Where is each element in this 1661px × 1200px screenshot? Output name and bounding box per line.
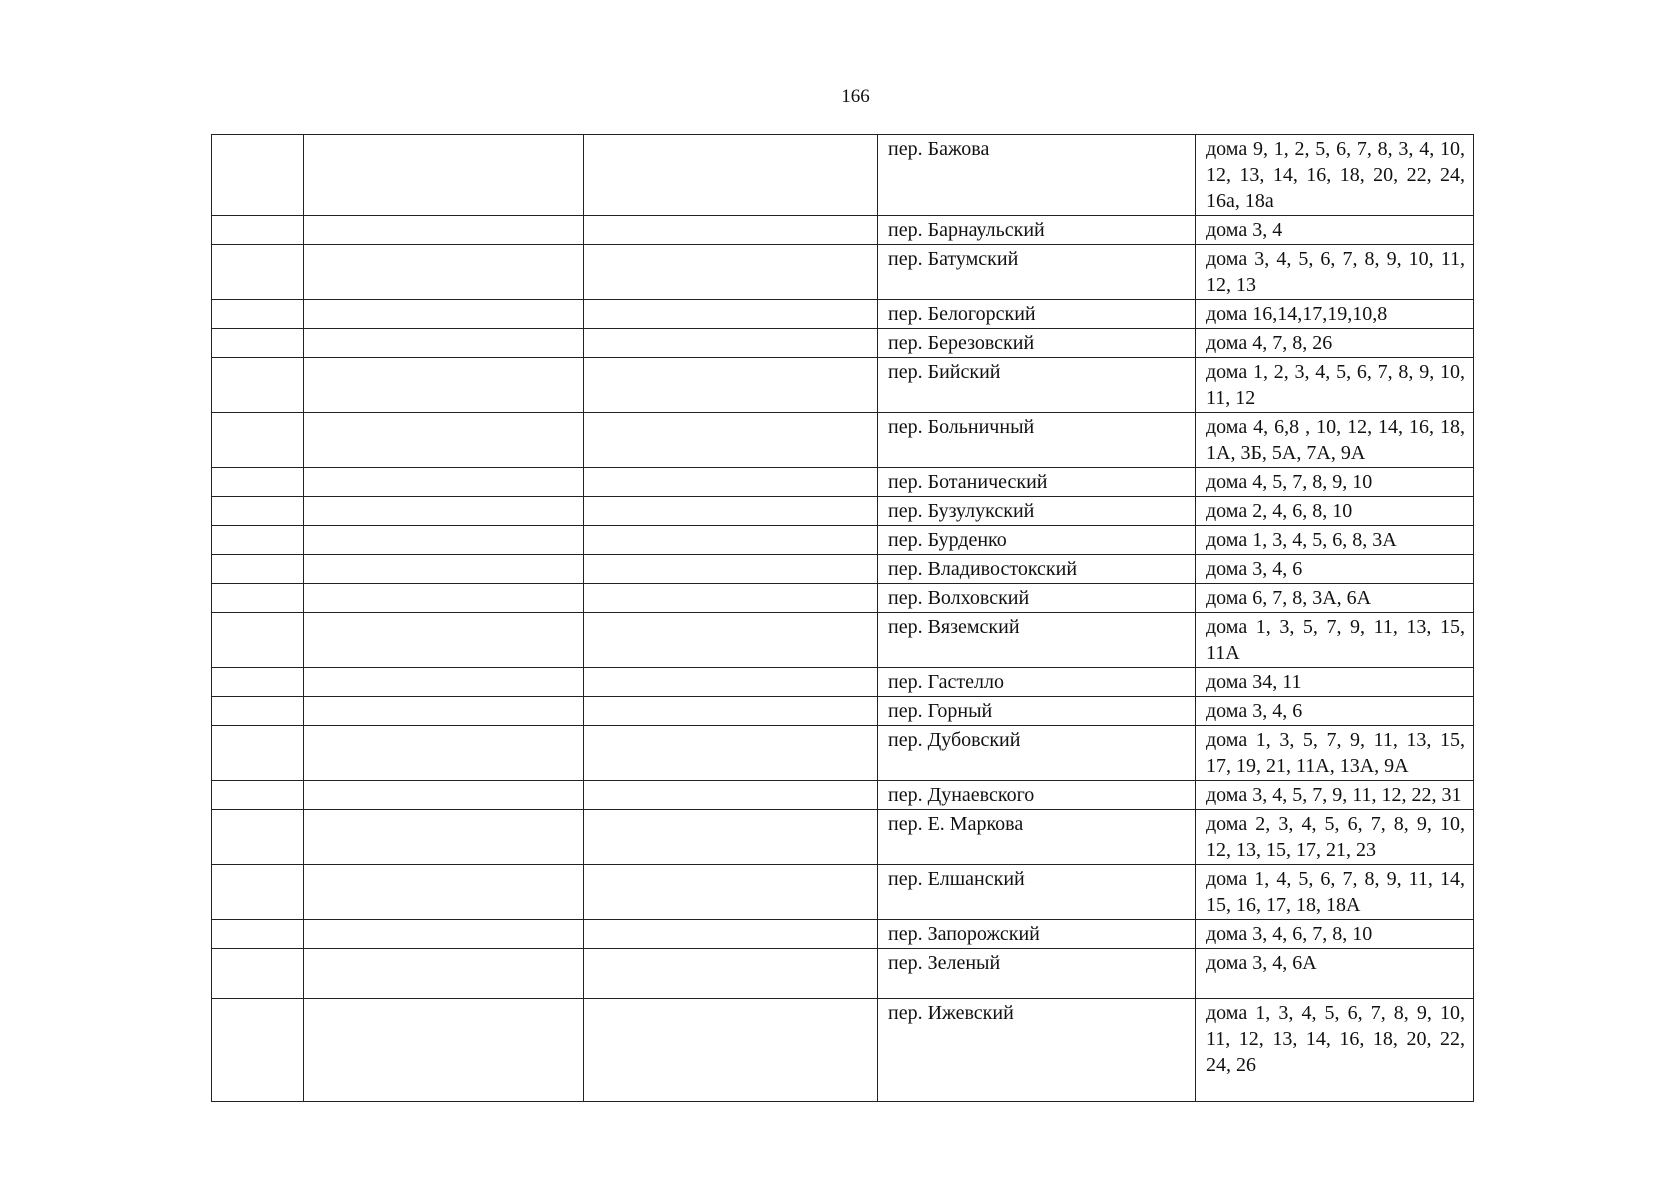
table-row bbox=[212, 526, 1474, 555]
table-row bbox=[212, 413, 1474, 468]
empty-cell bbox=[584, 497, 878, 526]
empty-cell bbox=[584, 781, 878, 810]
street-cell: пер. Батумский bbox=[878, 245, 1196, 300]
empty-cell bbox=[584, 920, 878, 949]
street-cell: пер. Дубовский bbox=[878, 726, 1196, 781]
empty-cell bbox=[304, 726, 584, 781]
houses-cell: дома 9, 1, 2, 5, 6, 7, 8, 3, 4, 10, 12, 13, 14, 16, 18, 20, 22, 24, 16а, 18а bbox=[1196, 135, 1474, 216]
street-cell: пер. Березовский bbox=[878, 329, 1196, 358]
street-cell: пер. Бузулукский bbox=[878, 497, 1196, 526]
street-cell: пер. Владивостокский bbox=[878, 555, 1196, 584]
table-row bbox=[212, 584, 1474, 613]
table-row bbox=[212, 358, 1474, 413]
empty-cell bbox=[584, 999, 878, 1102]
empty-cell bbox=[212, 358, 304, 413]
empty-cell bbox=[304, 413, 584, 468]
empty-cell bbox=[212, 497, 304, 526]
empty-cell bbox=[584, 726, 878, 781]
houses-cell: дома 4, 7, 8, 26 bbox=[1196, 329, 1474, 358]
empty-cell bbox=[584, 526, 878, 555]
table-row bbox=[212, 300, 1474, 329]
empty-cell bbox=[584, 949, 878, 999]
street-cell: пер. Ботанический bbox=[878, 468, 1196, 497]
empty-cell bbox=[304, 697, 584, 726]
houses-cell: дома 3, 4, 5, 7, 9, 11, 12, 22, 31 bbox=[1196, 781, 1474, 810]
houses-cell: дома 3, 4, 6А bbox=[1196, 949, 1474, 999]
empty-cell bbox=[212, 413, 304, 468]
empty-cell bbox=[304, 584, 584, 613]
street-cell: пер. Дунаевского bbox=[878, 781, 1196, 810]
empty-cell bbox=[304, 920, 584, 949]
street-cell: пер. Барнаульский bbox=[878, 216, 1196, 245]
empty-cell bbox=[304, 999, 584, 1102]
empty-cell bbox=[584, 555, 878, 584]
empty-cell bbox=[212, 920, 304, 949]
empty-cell bbox=[212, 949, 304, 999]
empty-cell bbox=[304, 300, 584, 329]
street-cell: пер. Больничный bbox=[878, 413, 1196, 468]
table-row bbox=[212, 468, 1474, 497]
street-cell: пер. Е. Маркова bbox=[878, 810, 1196, 865]
empty-cell bbox=[212, 135, 304, 216]
empty-cell bbox=[584, 358, 878, 413]
table-row bbox=[212, 920, 1474, 949]
empty-cell bbox=[304, 555, 584, 584]
table-row bbox=[212, 329, 1474, 358]
empty-cell bbox=[212, 526, 304, 555]
empty-cell bbox=[304, 329, 584, 358]
street-cell: пер. Елшанский bbox=[878, 865, 1196, 920]
empty-cell bbox=[584, 584, 878, 613]
table-row bbox=[212, 865, 1474, 920]
empty-cell bbox=[304, 216, 584, 245]
empty-cell bbox=[584, 135, 878, 216]
empty-cell bbox=[212, 245, 304, 300]
houses-cell: дома 1, 3, 4, 5, 6, 8, 3А bbox=[1196, 526, 1474, 555]
empty-cell bbox=[584, 216, 878, 245]
houses-cell: дома 2, 4, 6, 8, 10 bbox=[1196, 497, 1474, 526]
houses-cell: дома 16,14,17,19,10,8 bbox=[1196, 300, 1474, 329]
street-cell: пер. Горный bbox=[878, 697, 1196, 726]
street-cell: пер. Запорожский bbox=[878, 920, 1196, 949]
page-number: 166 bbox=[841, 86, 870, 107]
empty-cell bbox=[304, 135, 584, 216]
houses-cell: дома 3, 4, 6, 7, 8, 10 bbox=[1196, 920, 1474, 949]
street-cell: пер. Гастелло bbox=[878, 668, 1196, 697]
table-row bbox=[212, 726, 1474, 781]
empty-cell bbox=[212, 999, 304, 1102]
table-row bbox=[212, 613, 1474, 668]
empty-cell bbox=[212, 810, 304, 865]
empty-cell bbox=[304, 468, 584, 497]
houses-cell: дома 1, 3, 5, 7, 9, 11, 13, 15, 17, 19, 21, 11А, 13А, 9А bbox=[1196, 726, 1474, 781]
table-row bbox=[212, 668, 1474, 697]
empty-cell bbox=[304, 949, 584, 999]
table-row bbox=[212, 555, 1474, 584]
street-cell: пер. Бажова bbox=[878, 135, 1196, 216]
houses-cell: дома 3, 4, 6 bbox=[1196, 555, 1474, 584]
address-table bbox=[211, 134, 1474, 1102]
empty-cell bbox=[304, 613, 584, 668]
table-row bbox=[212, 497, 1474, 526]
table-row bbox=[212, 135, 1474, 216]
street-cell: пер. Ижевский bbox=[878, 999, 1196, 1102]
houses-cell: дома 3, 4, 5, 6, 7, 8, 9, 10, 11, 12, 13 bbox=[1196, 245, 1474, 300]
street-cell: пер. Вяземский bbox=[878, 613, 1196, 668]
empty-cell bbox=[584, 865, 878, 920]
street-cell: пер. Зеленый bbox=[878, 949, 1196, 999]
empty-cell bbox=[584, 300, 878, 329]
empty-cell bbox=[212, 584, 304, 613]
empty-cell bbox=[212, 613, 304, 668]
empty-cell bbox=[304, 668, 584, 697]
houses-cell: дома 2, 3, 4, 5, 6, 7, 8, 9, 10, 12, 13, 15, 17, 21, 23 bbox=[1196, 810, 1474, 865]
empty-cell bbox=[212, 697, 304, 726]
empty-cell bbox=[212, 468, 304, 497]
empty-cell bbox=[584, 329, 878, 358]
houses-cell: дома 3, 4, 6 bbox=[1196, 697, 1474, 726]
empty-cell bbox=[304, 781, 584, 810]
empty-cell bbox=[212, 329, 304, 358]
empty-cell bbox=[212, 726, 304, 781]
empty-cell bbox=[584, 468, 878, 497]
empty-cell bbox=[304, 358, 584, 413]
table-row bbox=[212, 216, 1474, 245]
houses-cell: дома 1, 3, 5, 7, 9, 11, 13, 15, 11А bbox=[1196, 613, 1474, 668]
street-cell: пер. Волховский bbox=[878, 584, 1196, 613]
houses-cell: дома 4, 5, 7, 8, 9, 10 bbox=[1196, 468, 1474, 497]
houses-cell: дома 1, 4, 5, 6, 7, 8, 9, 11, 14, 15, 16, 17, 18, 18А bbox=[1196, 865, 1474, 920]
empty-cell bbox=[304, 526, 584, 555]
empty-cell bbox=[584, 245, 878, 300]
empty-cell bbox=[304, 245, 584, 300]
empty-cell bbox=[212, 300, 304, 329]
houses-cell: дома 1, 3, 4, 5, 6, 7, 8, 9, 10, 11, 12, 13, 14, 16, 18, 20, 22, 24, 26 bbox=[1196, 999, 1474, 1102]
empty-cell bbox=[212, 216, 304, 245]
street-cell: пер. Бурденко bbox=[878, 526, 1196, 555]
empty-cell bbox=[584, 613, 878, 668]
empty-cell bbox=[212, 781, 304, 810]
empty-cell bbox=[304, 810, 584, 865]
table-row bbox=[212, 697, 1474, 726]
table-row bbox=[212, 949, 1474, 999]
empty-cell bbox=[212, 668, 304, 697]
street-cell: пер. Бийский bbox=[878, 358, 1196, 413]
street-cell: пер. Белогорский bbox=[878, 300, 1196, 329]
empty-cell bbox=[584, 413, 878, 468]
table-row bbox=[212, 810, 1474, 865]
houses-cell: дома 34, 11 bbox=[1196, 668, 1474, 697]
empty-cell bbox=[212, 555, 304, 584]
houses-cell: дома 1, 2, 3, 4, 5, 6, 7, 8, 9, 10, 11, 12 bbox=[1196, 358, 1474, 413]
empty-cell bbox=[584, 668, 878, 697]
houses-cell: дома 6, 7, 8, 3А, 6А bbox=[1196, 584, 1474, 613]
table-row bbox=[212, 781, 1474, 810]
houses-cell: дома 4, 6,8 , 10, 12, 14, 16, 18, 1А, 3Б, 5А, 7А, 9А bbox=[1196, 413, 1474, 468]
empty-cell bbox=[584, 810, 878, 865]
empty-cell bbox=[304, 497, 584, 526]
houses-cell: дома 3, 4 bbox=[1196, 216, 1474, 245]
empty-cell bbox=[212, 865, 304, 920]
empty-cell bbox=[584, 697, 878, 726]
empty-cell bbox=[304, 865, 584, 920]
table-row bbox=[212, 245, 1474, 300]
table-row bbox=[212, 999, 1474, 1102]
